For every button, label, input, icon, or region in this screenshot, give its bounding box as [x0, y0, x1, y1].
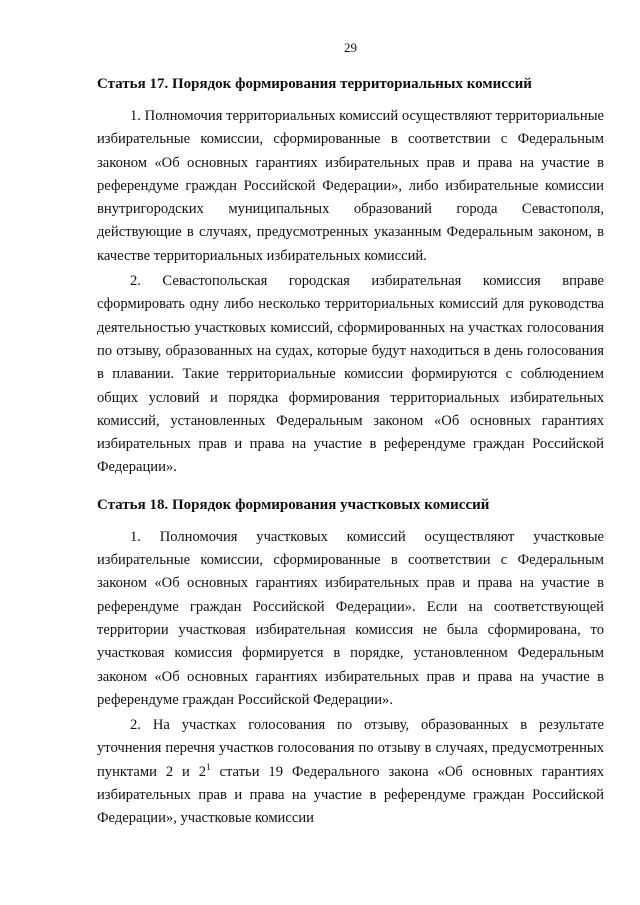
article-18-paragraph-2-text-b: статьи 19 Федерального закона «Об основных гарантиях избирательных прав и права на участие в референдуме граждан Российской Федерации», участковые комиссии	[97, 763, 604, 827]
article-17	[97, 74, 604, 480]
superscript-index: 1	[206, 761, 211, 772]
article-17-paragraph-1: 1. Полномочия территориальных комиссий осуществляют территориальные избирательные комиссии, сформированные в соответствии с Федеральным законом «Об основных гарантиях избирательных прав и права на участие в референдуме граждан Российской Федерации», либо избирательные комиссии внутригородских муниципальных образований города Севастополя, действующие в случаях, предусмотренных указанным Федеральным законом, в качестве территориальных избирательных комиссий.	[97, 108, 604, 264]
page-number: 29	[344, 40, 357, 55]
article-18-paragraph-2	[97, 714, 604, 830]
article-17-title: Статья 17. Порядок формирования территориальных комиссий	[97, 76, 532, 92]
article-18-paragraph-2-text-a: 2. На участках голосования по отзыву, образованных в результате уточнения перечня участков голосования по отзыву в случаях, предусмотренных пунктами 2 и 2	[97, 717, 604, 780]
article-17-paragraph-2: 2. Севастопольская городская избирательная комиссия вправе сформировать одну либо несколько территориальных комиссий для руководства деятельностью участковых комиссий, сформированных на участках голосования по отзыву, образованных на судах, которые будут находиться в день голосования в плавании. Такие территориальные комиссии формируются с соблюдением общих условий и порядка формирования территориальных избирательных комиссий, установленных Федеральным законом «Об основных гарантиях избирательных прав и права на участие в референдуме граждан Российской Федерации».	[97, 273, 604, 476]
article-18-paragraph-1: 1. Полномочия участковых комиссий осуществляют участковые избирательные комиссии, сформированные в соответствии с Федеральным законом «Об основных гарантиях избирательных прав и права на участие в референдуме граждан Российской Федерации». Если на соответствующей территории участковая избирательная комиссия не была сформирована, то участковая комиссия формируется в порядке, установленном Федеральным законом «Об основных гарантиях избирательных прав и права на участие в референдуме граждан Российской Федерации».	[97, 528, 604, 708]
article-18-title: Статья 18. Порядок формирования участковых комиссий	[97, 496, 490, 513]
article-18	[97, 495, 604, 831]
